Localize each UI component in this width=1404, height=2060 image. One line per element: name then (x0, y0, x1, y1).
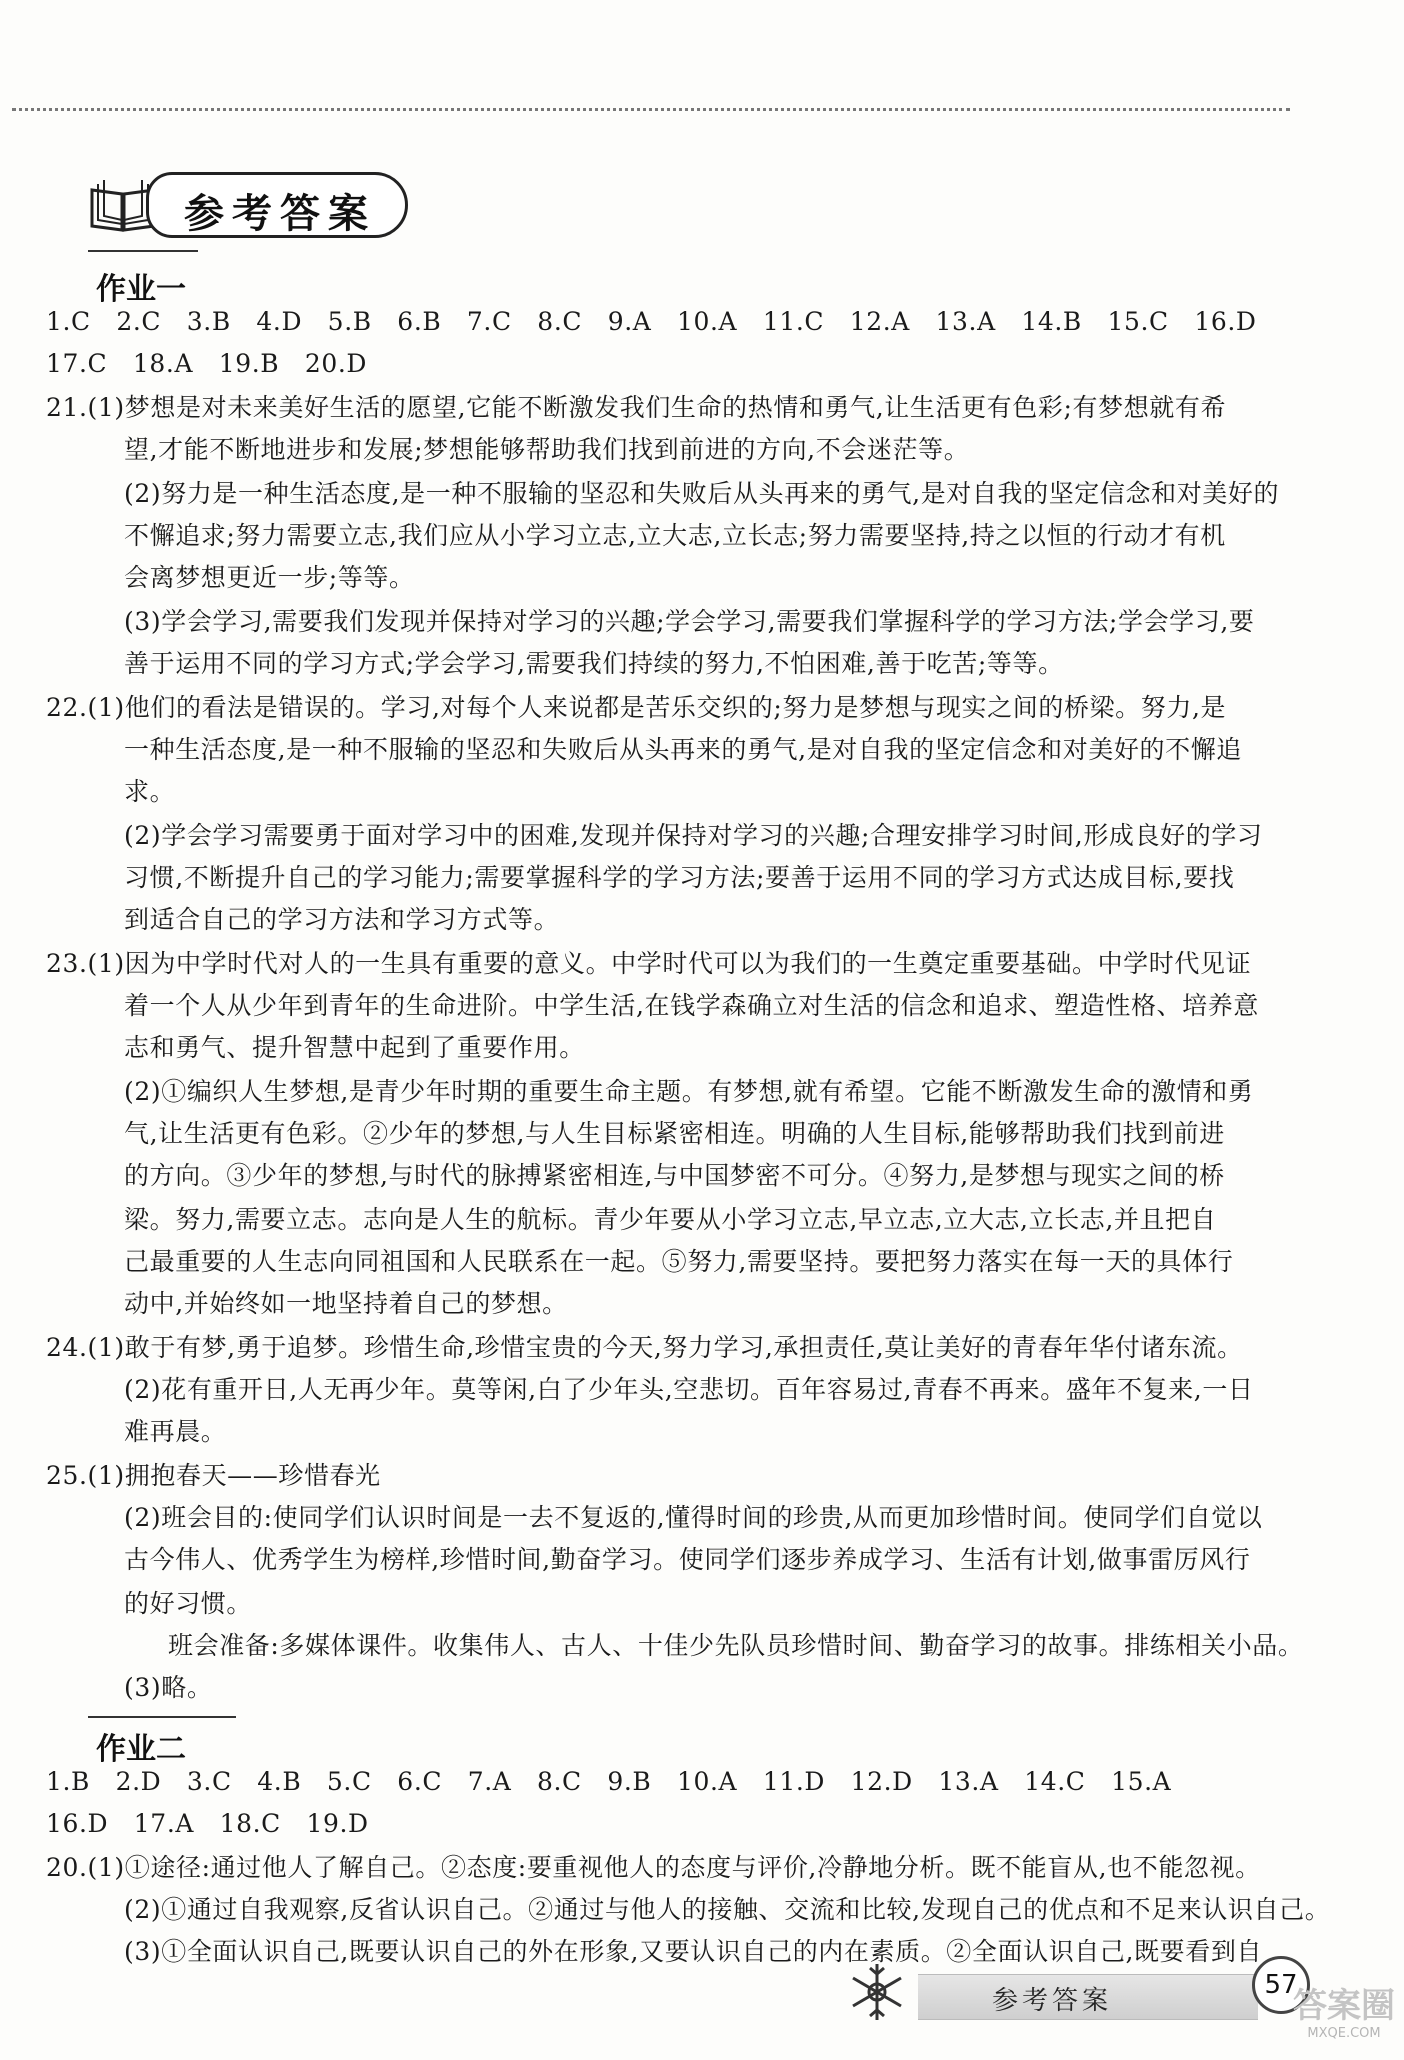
answer-line: 1.B 2.D 3.C 4.B 5.C 6.C 7.A 8.C 9.B 10.A 11.D 12.D 13.A 14.C 15.A (46, 1767, 1172, 1796)
answer-line: 会离梦想更近一步;等等。 (124, 563, 415, 592)
answer-line: (2)努力是一种生活态度,是一种不服输的坚忍和失败后从头再来的勇气,是对自我的坚定信念和对美好的 (124, 479, 1280, 508)
answer-line: 的好习惯。 (124, 1589, 253, 1618)
answer-line: 到适合自己的学习方法和学习方式等。 (124, 905, 560, 934)
section-rule (88, 250, 198, 252)
answer-line: (2)①通过自我观察,反省认识自己。②通过与他人的接触、交流和比较,发现自己的优点和不足来认识自己。 (124, 1895, 1331, 1924)
answer-line: 难再晨。 (124, 1417, 227, 1446)
answer-line: (3)学会学习,需要我们发现并保持对学习的兴趣;学会学习,需要我们掌握科学的学习方法;学会学习,要 (124, 607, 1255, 636)
snowflake-icon (842, 1960, 912, 2024)
site-watermark (1288, 1986, 1400, 2056)
answer-line: 动中,并始终如一地坚持着自己的梦想。 (124, 1289, 568, 1318)
answer-line: 20.(1)①途径:通过他人了解自己。②态度:要重视他人的态度与评价,冷静地分析。既不能盲从,也不能忽视。 (46, 1853, 1261, 1882)
answer-line: (2)班会目的:使同学们认识时间是一去不复返的,懂得时间的珍贵,从而更加珍惜时间。使同学们自觉以 (124, 1503, 1263, 1532)
footer-label: 参考答案 (992, 1986, 1113, 2016)
answer-line: 梁。努力,需要立志。志向是人生的航标。青少年要从小学习立志,早立志,立大志,立长志,并且把自 (124, 1205, 1217, 1234)
answer-line: 23.(1)因为中学时代对人的一生具有重要的意义。中学时代可以为我们的一生奠定重要基础。中学时代见证 (46, 949, 1252, 978)
answer-line: (2)①编织人生梦想,是青少年时期的重要生命主题。有梦想,就有希望。它能不断激发生命的激情和勇 (124, 1077, 1254, 1106)
top-dotted-rule (12, 108, 1290, 111)
answer-line: 志和勇气、提升智慧中起到了重要作用。 (124, 1033, 585, 1062)
answer-line: 着一个人从少年到青年的生命进阶。中学生活,在钱学森确立对生活的信念和追求、塑造性格、培养意 (124, 991, 1259, 1020)
watermark-mark: 答案圈 (1293, 1986, 1395, 2026)
answer-line: 气,让生活更有色彩。②少年的梦想,与人生目标紧密相连。明确的人生目标,能够帮助我们找到前进 (124, 1119, 1225, 1148)
page-number: 57 (1252, 1956, 1310, 2014)
answer-line: 习惯,不断提升自己的学习能力;需要掌握科学的学习方法;要善于运用不同的学习方式达成目标,要找 (124, 863, 1235, 892)
page-title: 参考答案 (184, 190, 376, 237)
answer-line: (3)①全面认识自己,既要认识自己的外在形象,又要认识自己的内在素质。②全面认识自己,既要看到自 (124, 1937, 1263, 1966)
section-rule (88, 1716, 236, 1718)
section-title-1: 作业一 (96, 272, 186, 307)
answer-line: 己最重要的人生志向同祖国和人民联系在一起。⑤努力,需要坚持。要把努力落实在每一天的具体行 (124, 1247, 1234, 1276)
answer-line: 25.(1)拥抱春天——珍惜春光 (46, 1461, 381, 1490)
answer-line: 善于运用不同的学习方式;学会学习,需要我们持续的努力,不怕困难,善于吃苦;等等。 (124, 649, 1064, 678)
answer-line: 一种生活态度,是一种不服输的坚忍和失败后从头再来的勇气,是对自我的坚定信念和对美好的不懈追 (124, 735, 1242, 764)
answer-line: 21.(1)梦想是对未来美好生活的愿望,它能不断激发我们生命的热情和勇气,让生活更有色彩;有梦想就有希 (46, 393, 1227, 422)
answer-line: (2)学会学习需要勇于面对学习中的困难,发现并保持对学习的兴趣;合理安排学习时间,形成良好的学习 (124, 821, 1263, 850)
answer-line: 1.C 2.C 3.B 4.D 5.B 6.B 7.C 8.C 9.A 10.A 11.C 12.A 13.A 14.B 15.C 16.D (46, 307, 1257, 336)
answer-line: 17.C 18.A 19.B 20.D (46, 349, 368, 378)
answer-line: 班会准备:多媒体课件。收集伟人、古人、十佳少先队员珍惜时间、勤奋学习的故事。排练相关小品。 (168, 1631, 1304, 1660)
section-title-2: 作业二 (96, 1732, 186, 1767)
answer-line: 的方向。③少年的梦想,与时代的脉搏紧密相连,与中国梦密不可分。④努力,是梦想与现实之间的桥 (124, 1161, 1225, 1190)
answer-line: 求。 (124, 777, 176, 806)
answer-line: 不懈追求;努力需要立志,我们应从小学习立志,立大志,立长志;努力需要坚持,持之以恒的行动才有机 (124, 521, 1226, 550)
answer-line: (3)略。 (124, 1673, 213, 1702)
watermark-url: MXQE.COM (1307, 2026, 1381, 2041)
answer-line: 22.(1)他们的看法是错误的。学习,对每个人来说都是苦乐交织的;努力是梦想与现实之间的桥梁。努力,是 (46, 693, 1227, 722)
answer-line: (2)花有重开日,人无再少年。莫等闲,白了少年头,空悲切。百年容易过,青春不再来。盛年不复来,一日 (124, 1375, 1254, 1404)
answer-line: 16.D 17.A 18.C 19.D (46, 1809, 369, 1838)
answer-line: 24.(1)敢于有梦,勇于追梦。珍惜生命,珍惜宝贵的今天,努力学习,承担责任,莫让美好的青春年华付诸东流。 (46, 1333, 1243, 1362)
answer-line: 古今伟人、优秀学生为榜样,珍惜时间,勤奋学习。使同学们逐步养成学习、生活有计划,做事雷厉风行 (124, 1545, 1251, 1574)
answer-key-banner (88, 168, 408, 248)
answer-line: 望,才能不断地进步和发展;梦想能够帮助我们找到前进的方向,不会迷茫等。 (124, 435, 970, 464)
